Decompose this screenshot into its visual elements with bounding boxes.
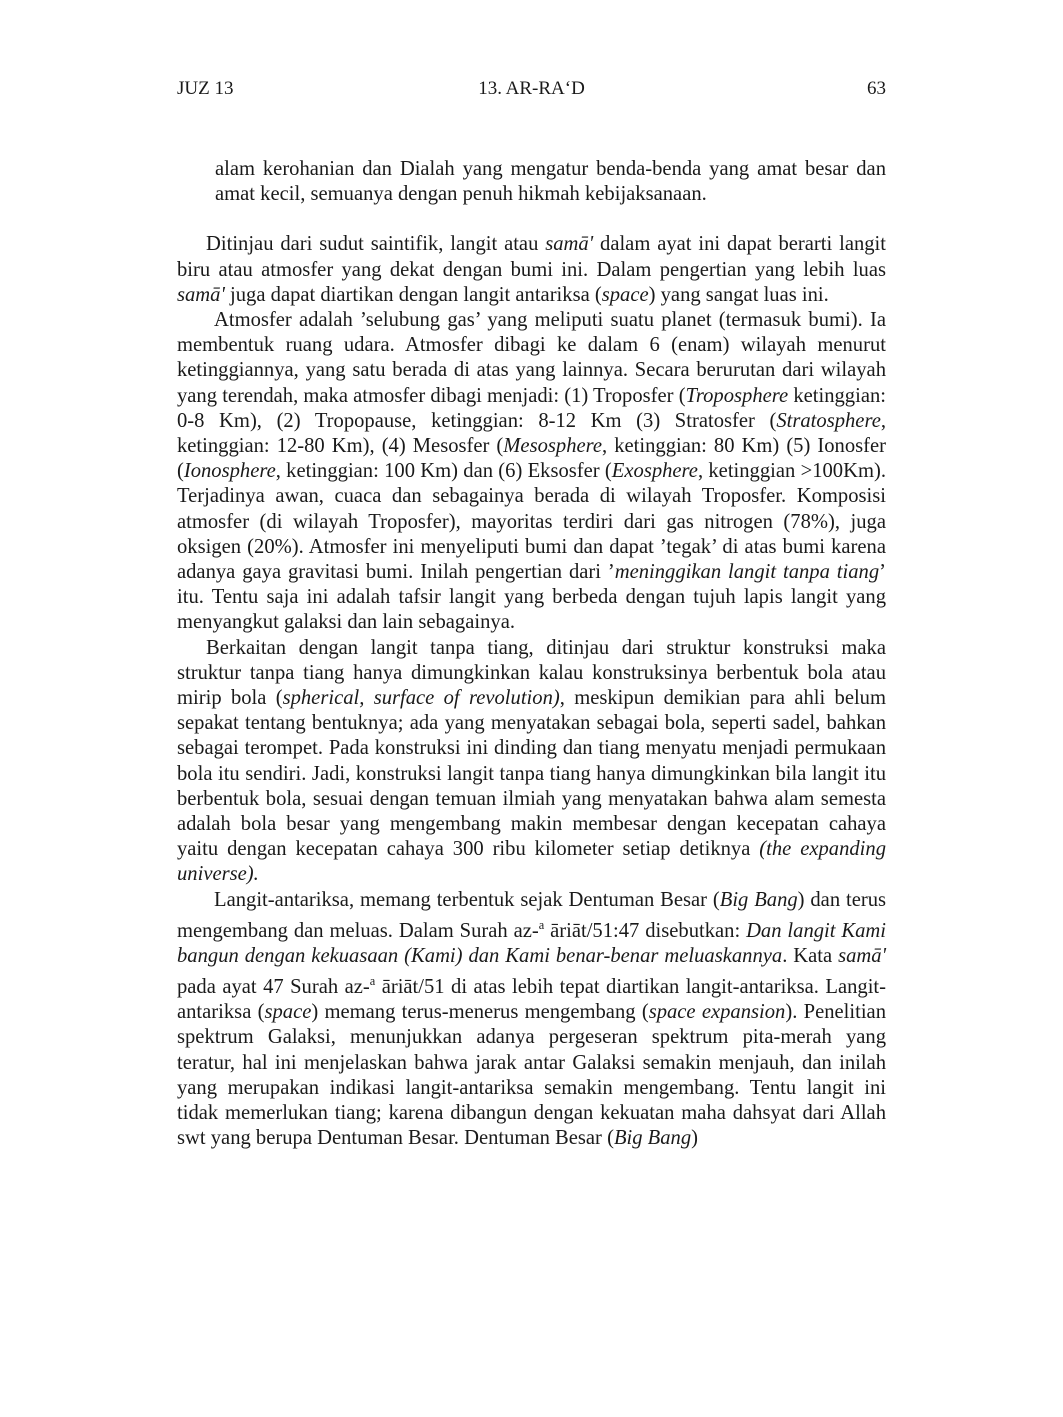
- text-run: , ketinggian: 80 Km) (5) Ionosfer (: [177, 435, 886, 483]
- text-run: , meskipun demikian para ahli belum sepakat tentang bentuknya; ada yang menyatakan sebagai bola, seperti sadel, bahkan sebagai terompet. Pada konstruksi ini dinding dan tiang menyatu menjadi permukaan bola itu sendiri. Jadi, konstruksi langit tanpa tiang hanya dimungkinkan bila langit itu berbentuk bola, sesuai dengan temuan ilmiah yang menyatakan bahwa alam semesta adalah bola besar yang mengembang makin membesar dengan kecepatan cahaya yaitu dengan kecepatan cahaya 300 ribu kilometer setiap detiknya: [177, 687, 886, 861]
- text-run: ) memang terus-menerus mengembang (: [311, 1001, 649, 1024]
- text-run: juga dapat diartikan dengan langit antariksa (: [224, 283, 602, 306]
- juz-label: JUZ 13: [177, 78, 234, 99]
- italic-term: spherical, surface of revolution): [282, 687, 560, 710]
- paragraph-scientific-view: [177, 232, 886, 308]
- text-run: , ketinggian >100Km). Terjadinya awan, cuaca dan sebagainya berada di wilayah Troposfer. Komposisi atmosfer (di wilayah Troposfer), mayoritas terdiri dari gas nitrogen (78%), juga oksigen (20%). Atmosfer ini menyeliputi bumi dan dapat ’tegak’ di atas bumi karena adanya gaya gravitasi bumi. Inilah pengertian dari ’: [177, 460, 886, 584]
- text-run: Langit-antariksa, memang terbentuk sejak Dentuman Besar (: [214, 888, 720, 911]
- text-run: , ketinggian: 100 Km) dan (6) Eksosfer (: [275, 460, 612, 483]
- text-run: Berkaitan dengan langit tanpa tiang, ditinjau dari struktur konstruksi maka struktur tanpa tiang hanya dimungkinkan kalau konstruksinya berbentuk bola atau mirip bola (: [177, 636, 886, 710]
- text-run: dalam ayat ini dapat berarti langit biru atau atmosfer yang dekat dengan bumi ini. Dalam pengertian yang lebih luas: [177, 233, 886, 281]
- text-run: ’ itu. Tentu saja ini adalah tafsir langit yang berbeda dengan tujuh lapis langit yang menyangkut galaksi dan lain sebagainya.: [177, 561, 886, 634]
- text-run: ): [691, 1127, 699, 1150]
- text-run: pada ayat 47 Surah az-: [177, 976, 370, 999]
- italic-term: Stratosphere: [776, 409, 881, 432]
- italic-term: Big Bang: [613, 1127, 692, 1150]
- text-run: ) dan terus mengembang dan meluas. Dalam Surah az-: [177, 888, 887, 942]
- page-number: 63: [867, 78, 886, 99]
- italic-term: meninggikan langit tanpa tiang: [614, 561, 880, 584]
- text-run: . Kata: [782, 944, 839, 967]
- text-run: alam kerohanian dan Dialah yang mengatur benda-benda yang amat besar dan amat kecil, semuanya dengan penuh hikmah kebijaksanaan.: [215, 158, 886, 206]
- page-body: [177, 157, 886, 1151]
- italic-term: Dan langit Kami bangun dengan kekuasaan (Kami) dan Kami benar-benar meluaskannya: [177, 919, 886, 967]
- italic-term: space expansion: [648, 1001, 786, 1024]
- text-run: Atmosfer adalah ’selubung gas’ yang meliputi suatu planet (termasuk bumi). Ia membentuk ruang udara. Atmosfer dibagi ke dalam 6 (enam) wilayah menurut ketinggiannya, yang satu berada di atas yang lainnya. Secara berurutan dari wilayah yang terendah, maka atmosfer dibagi menjadi: (1) Troposfer (: [177, 309, 886, 407]
- text-run: āriāt/51:47 disebutkan:: [544, 919, 747, 942]
- text-run: āriāt/51 di atas lebih tepat diartikan langit-antariksa. Langit-antariksa (: [177, 976, 886, 1024]
- superscript-mark: a: [369, 974, 376, 989]
- text-run: ) yang sangat luas ini.: [648, 283, 829, 306]
- italic-term: samā': [838, 944, 886, 967]
- surah-title: 13. AR-RA‘D: [478, 78, 585, 99]
- italic-term: Big Bang: [719, 888, 798, 911]
- italic-term: Troposphere: [685, 384, 789, 407]
- italic-term: Mesosphere: [503, 435, 603, 458]
- italic-term: Ionosphere: [183, 460, 276, 483]
- text-run: Ditinjau dari sudut saintifik, langit atau: [206, 233, 546, 256]
- paragraph-continued: [215, 157, 886, 207]
- text-run: ). Penelitian spektrum Galaksi, menunjukkan adanya pergeseran spektrum pita-merah yang teratur, hal ini menjelaskan bahwa jarak antar Galaksi semakin menjauh, dan inilah yang merupakan indikasi langit-antariksa semakin mengembang. Tentu langit ini tidak memerlukan tiang; karena dibangun dengan kekuatan maha dahsyat dari Allah swt yang berupa Dentuman Besar. Dentuman Besar (: [177, 1001, 886, 1150]
- italic-term: (the expanding universe).: [177, 838, 886, 886]
- italic-term: space: [264, 1001, 312, 1024]
- text-run: ketinggian: 0-8 Km), (2) Tropopause, ketinggian: 8-12 Km (3) Stratosfer (: [177, 384, 886, 432]
- text-run: , ketinggian: 12-80 Km), (4) Mesosfer (: [177, 409, 886, 458]
- italic-term: samā': [177, 283, 225, 306]
- running-header: [177, 76, 886, 102]
- paragraph-space: [177, 888, 886, 1152]
- italic-term: space: [601, 283, 649, 306]
- italic-term: Exosphere: [611, 460, 698, 483]
- paragraph-structure: [177, 636, 886, 888]
- paragraph-atmosphere: [177, 308, 886, 636]
- italic-term: samā': [545, 233, 594, 256]
- superscript-mark: a: [538, 917, 545, 932]
